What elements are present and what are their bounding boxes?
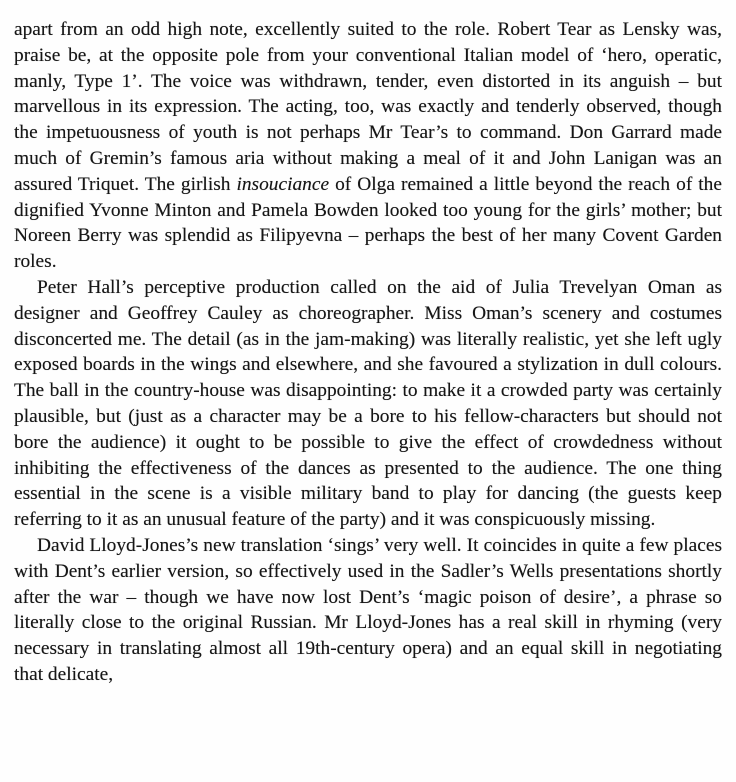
paragraph-text: apart from an odd high note, excellently suited to the role. Robert Tear as Lensky was, praise be, at the opposite pole from your conventional Italian model of ‘hero, operatic, manly, Type 1’. The voice was withdrawn, tender, even distorted in its anguish – but marvellous in its expression. The acting, too, was exactly and tenderly observed, though the impetuousness of youth is not perhaps Mr Tear’s to command. Don Garrard made much of Gremin’s famous aria without making a meal of it and John Lanigan was an assured Triquet. The girlish bbox=[14, 19, 722, 195]
paragraph-translation bbox=[14, 533, 722, 688]
paragraph-text: David Lloyd-Jones’s new translation ‘sings’ very well. It coincides in quite a few places with Dent’s earlier version, so effectively used in the Sadler’s Wells presentations shortly after the war – though we have now lost Dent’s ‘magic poison of desire’, a phrase so literally close to the original Russian. Mr Lloyd-Jones has a real skill in rhyming (very necessary in translating almost all 19th-century opera) and an equal skill in negotiating that delicate, bbox=[14, 534, 722, 685]
paragraph-production-design bbox=[14, 275, 722, 533]
paragraph-text: Peter Hall’s perceptive production called on the aid of Julia Trevelyan Oman as designer and Geoffrey Cauley as choreographer. Miss Oman’s scenery and costumes disconcerted me. The detail (as in the jam-making) was literally realistic, yet she left ugly exposed boards in the wings and elsewhere, and she favoured a stylization in dull colours. The ball in the country-house was disappointing: to make it a crowded party was certainly plausible, but (just as a character may be a bore to his fellow-characters but should not bore the audience) it ought to be possible to give the effect of crowdedness without inhibiting the effectiveness of the dances as presented to the audience. The one thing essential in the scene is a visible military band to play for dancing (the guests keep referring to it as an unusual feature of the party) and it was conspicuously missing. bbox=[14, 276, 722, 531]
paragraph-text: of Olga remained a little beyond the reach of the dignified Yvonne Minton and Pamela Bowden looked too young for the girls’ mother; but Noreen Berry was splendid as Filipyevna – perhaps the best of her many Covent Garden roles. bbox=[14, 173, 722, 273]
italic-word: insouciance bbox=[236, 173, 330, 195]
paragraph-role-casting bbox=[14, 17, 722, 275]
